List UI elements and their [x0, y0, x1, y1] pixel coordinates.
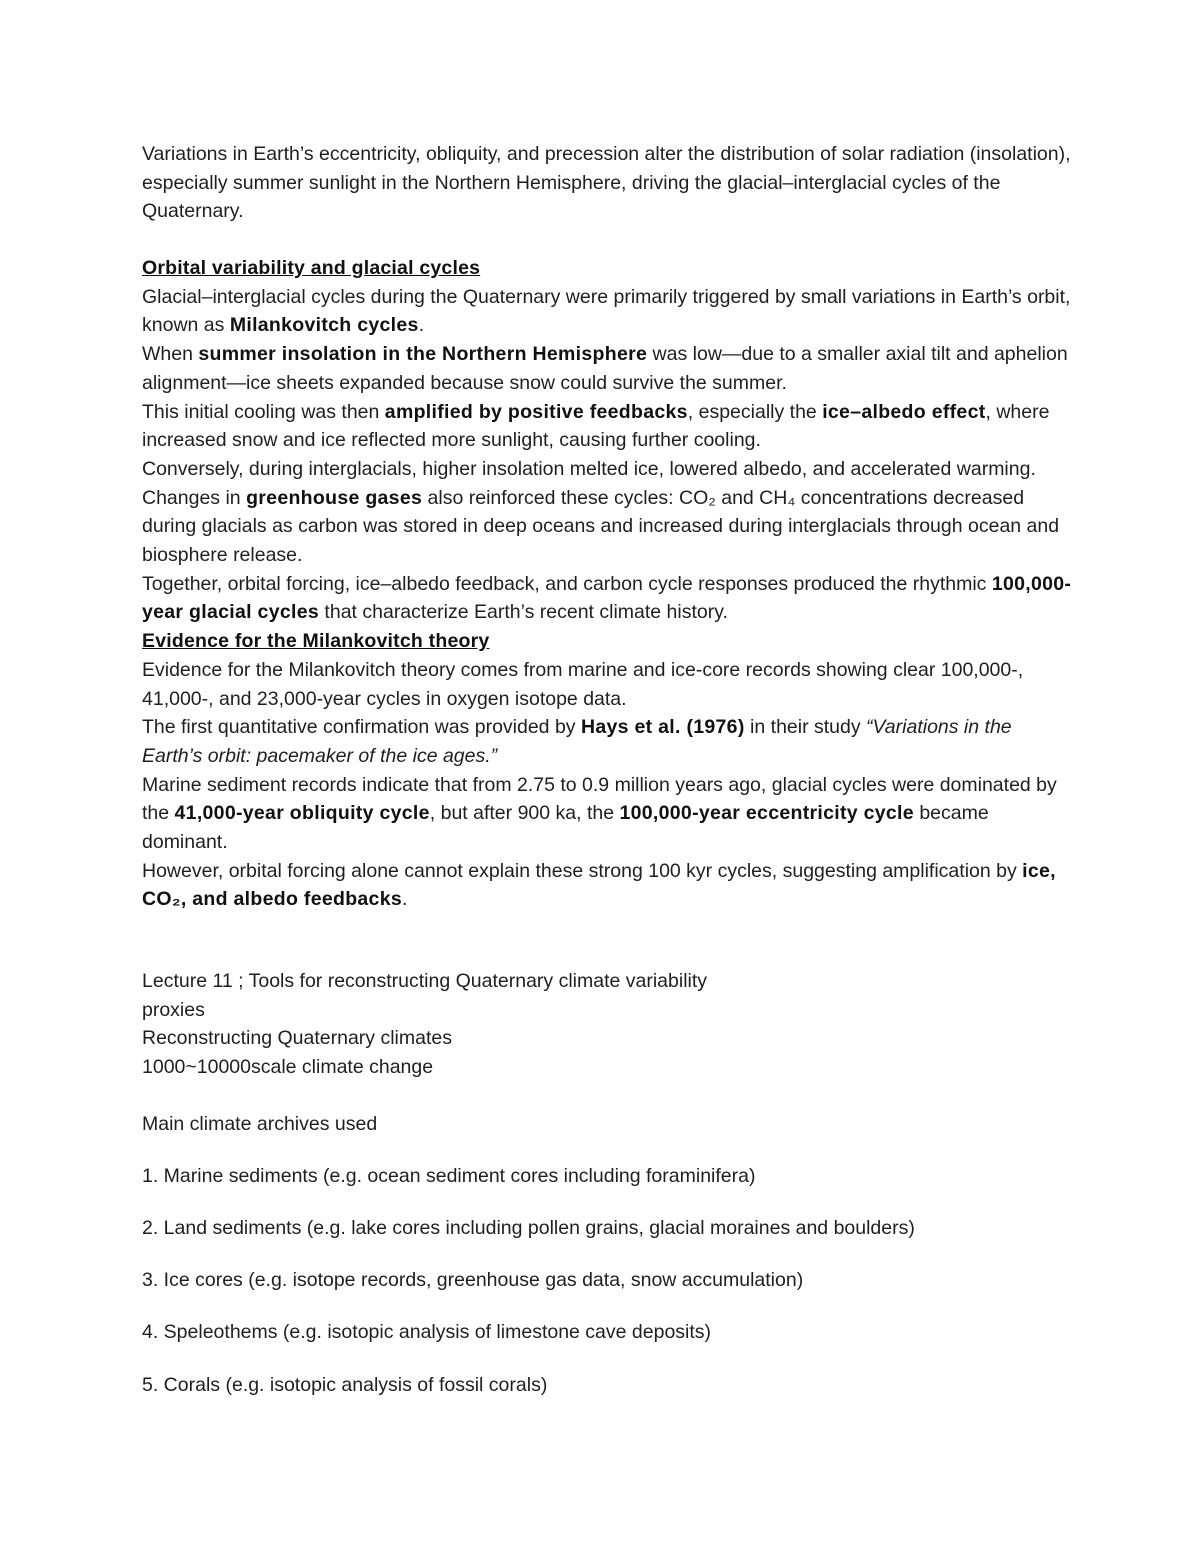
list-item: 2. Land sediments (e.g. lake cores including pollen grains, glacial moraines and boulders): [142, 1217, 915, 1239]
paragraph: Together, orbital forcing, ice–albedo feedback, and carbon cycle responses produced the rhythmic 100,000-year glacial cycles that characterize Earth’s recent climate history.: [142, 572, 1072, 624]
lecture-line: proxies: [142, 998, 205, 1021]
paragraph: Evidence for the Milankovitch theory comes from marine and ice-core records showing clear 100,000-, 41,000-, and 23,000-year cycles in oxygen isotope data.: [142, 658, 1024, 710]
paragraph: The first quantitative confirmation was provided by Hays et al. (1976) in their study “Variations in the Earth’s orbit: pacemaker of the ice ages.”: [142, 716, 1012, 767]
paragraph: Changes in greenhouse gases also reinforced these cycles: CO₂ and CH₄ concentrations decreased during glacials as carbon was stored in deep oceans and increased during interglacials through ocean and biosphere release.: [142, 486, 1060, 567]
paragraph: However, orbital forcing alone cannot explain these strong 100 kyr cycles, suggesting amplification by ice, CO₂, and albedo feedbacks.: [142, 859, 1056, 911]
lecture-title: Lecture 11 ; Tools for reconstructing Quaternary climate variability: [142, 970, 708, 992]
lecture-notes: [142, 967, 1072, 1082]
archives-heading: Main climate archives used: [142, 1113, 378, 1135]
list-item: 4. Speleothems (e.g. isotopic analysis of limestone cave deposits): [142, 1321, 712, 1343]
paragraph: Glacial–interglacial cycles during the Quaternary were primarily triggered by small variations in Earth’s orbit, known as Milankovitch cycles.: [142, 285, 1071, 337]
intro-text: Variations in Earth’s eccentricity, obliquity, and precession alter the distribution of solar radiation (insolation), especially summer sunlight in the Northern Hemisphere, driving the glacial–interglacial cycles of the Quaternary.: [142, 143, 1071, 223]
list-item: 1. Marine sediments (e.g. ocean sediment cores including foraminifera): [142, 1165, 756, 1187]
list-item: 5. Corals (e.g. isotopic analysis of fossil corals): [142, 1374, 548, 1396]
lecture-line: Reconstructing Quaternary climates: [142, 1027, 452, 1050]
section-heading: Evidence for the Milankovitch theory: [142, 630, 490, 653]
section-orbital-variability: [142, 254, 1072, 914]
paragraph: This initial cooling was then amplified by positive feedbacks, especially the ice–albedo effect, where increased snow and ice reflected more sunlight, causing further cooling.: [142, 400, 1050, 452]
intro-paragraph: [142, 140, 1072, 226]
paragraph: Marine sediment records indicate that from 2.75 to 0.9 million years ago, glacial cycles were dominated by the 41,000-year obliquity cycle, but after 900 ka, the 100,000-year eccentricity cycle became dominant.: [142, 773, 1057, 854]
section-heading: Orbital variability and glacial cycles: [142, 257, 481, 279]
paragraph: Conversely, during interglacials, higher insolation melted ice, lowered albedo, and accelerated warming.: [142, 457, 1036, 480]
list-item: 3. Ice cores (e.g. isotope records, greenhouse gas data, snow accumulation): [142, 1269, 804, 1291]
paragraph: When summer insolation in the Northern Hemisphere was low—due to a smaller axial tilt and aphelion alignment—ice sheets expanded because snow could survive the summer.: [142, 343, 1068, 394]
lecture-line: 1000~10000scale climate change: [142, 1056, 434, 1079]
